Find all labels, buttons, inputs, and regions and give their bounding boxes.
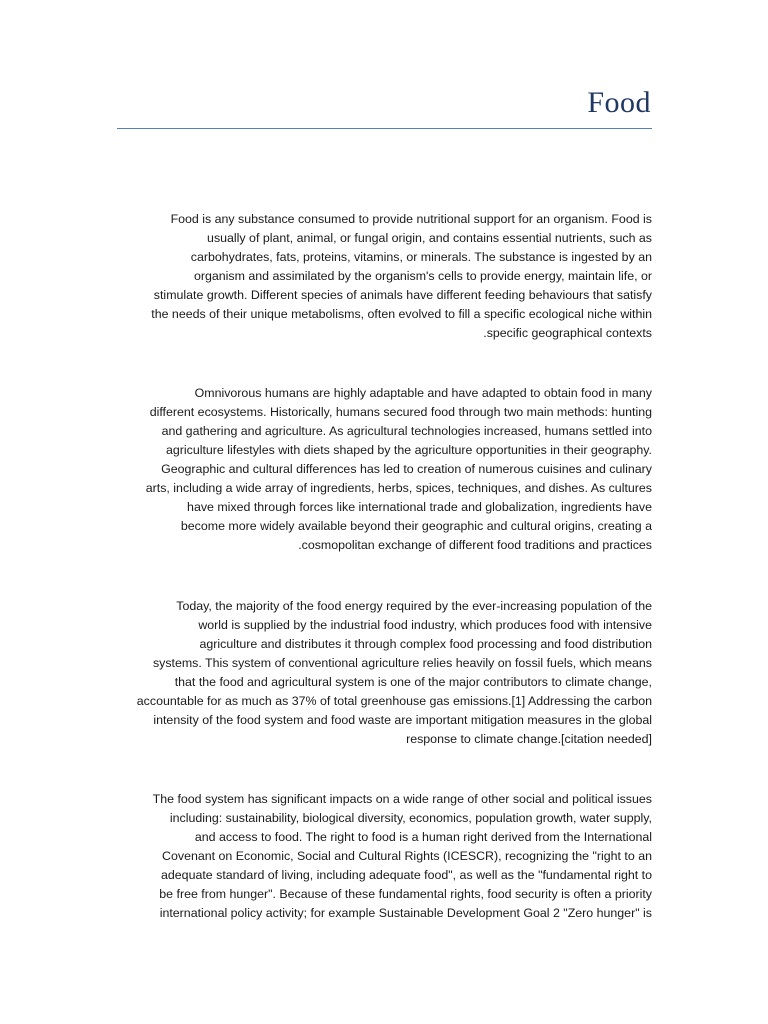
paragraph-line: .specific geographical contexts — [483, 326, 652, 340]
paragraph-2 — [113, 384, 652, 555]
paragraph-line: agriculture lifestyles with diets shaped by the agriculture opportunities in their geography. — [165, 443, 652, 457]
paragraph-3 — [113, 597, 652, 749]
paragraph-line: the needs of their unique metabolisms, often evolved to fill a specific ecological niche within — [151, 307, 652, 321]
paragraph-line: Today, the majority of the food energy required by the ever-increasing population of the — [176, 599, 652, 613]
paragraph-line: usually of plant, animal, or fungal origin, and contains essential nutrients, such as — [207, 231, 652, 245]
paragraph-1 — [113, 210, 652, 343]
paragraph-line: accountable for as much as 37% of total greenhouse gas emissions.[1] Addressing the carbon — [136, 694, 652, 708]
paragraph-line: systems. This system of conventional agriculture relies heavily on fossil fuels, which means — [152, 656, 652, 670]
paragraph-line: response to climate change.[citation needed] — [406, 732, 652, 746]
page-title: Food — [587, 86, 651, 119]
paragraph-line: Omnivorous humans are highly adaptable and have adapted to obtain food in many — [194, 386, 652, 400]
paragraph-line: Covenant on Economic, Social and Cultural Rights (ICESCR), recognizing the "right to an — [162, 849, 652, 863]
paragraph-line: and gathering and agriculture. As agricultural technologies increased, humans settled into — [161, 424, 652, 438]
paragraph-line: carbohydrates, fats, proteins, vitamins, or minerals. The substance is ingested by an — [190, 250, 652, 264]
paragraph-line: different ecosystems. Historically, humans secured food through two main methods: hunting — [149, 405, 652, 419]
paragraph-line: arts, including a wide array of ingredients, herbs, spices, techniques, and dishes. As cultures — [145, 481, 652, 495]
paragraph-line: .cosmopolitan exchange of different food traditions and practices — [298, 538, 652, 552]
paragraph-line: adequate standard of living, including adequate food", as well as the "fundamental right to — [161, 868, 652, 882]
paragraph-line: organism and assimilated by the organism's cells to provide energy, maintain life, or — [193, 269, 652, 283]
paragraph-line: agriculture and distributes it through complex food processing and food distribution — [199, 637, 652, 651]
paragraph-line: become more widely available beyond their geographic and cultural origins, creating a — [180, 519, 652, 533]
paragraph-line: have mixed through forces like international trade and globalization, ingredients have — [187, 500, 652, 514]
paragraph-4 — [113, 790, 652, 923]
paragraph-line: including: sustainability, biological diversity, economics, population growth, water supply, — [169, 811, 652, 825]
paragraph-line: Geographic and cultural differences has led to creation of numerous cuisines and culinary — [161, 462, 652, 476]
paragraph-line: intensity of the food system and food waste are important mitigation measures in the global — [153, 713, 652, 727]
paragraph-line: be free from hunger". Because of these fundamental rights, food security is often a priority — [159, 887, 652, 901]
paragraph-line: stimulate growth. Different species of animals have different feeding behaviours that satisfy — [153, 288, 652, 302]
paragraph-line: world is supplied by the industrial food industry, which produces food with intensive — [198, 618, 652, 632]
paragraph-line: Food is any substance consumed to provide nutritional support for an organism. Food is — [170, 212, 652, 226]
paragraph-line: and access to food. The right to food is a human right derived from the International — [194, 830, 652, 844]
paragraph-line: that the food and agricultural system is one of the major contributors to climate change, — [174, 675, 652, 689]
paragraph-line: The food system has significant impacts on a wide range of other social and political issues — [152, 792, 652, 806]
paragraph-line: international policy activity; for example Sustainable Development Goal 2 "Zero hunger" is — [159, 906, 652, 920]
title-underline — [117, 128, 652, 129]
